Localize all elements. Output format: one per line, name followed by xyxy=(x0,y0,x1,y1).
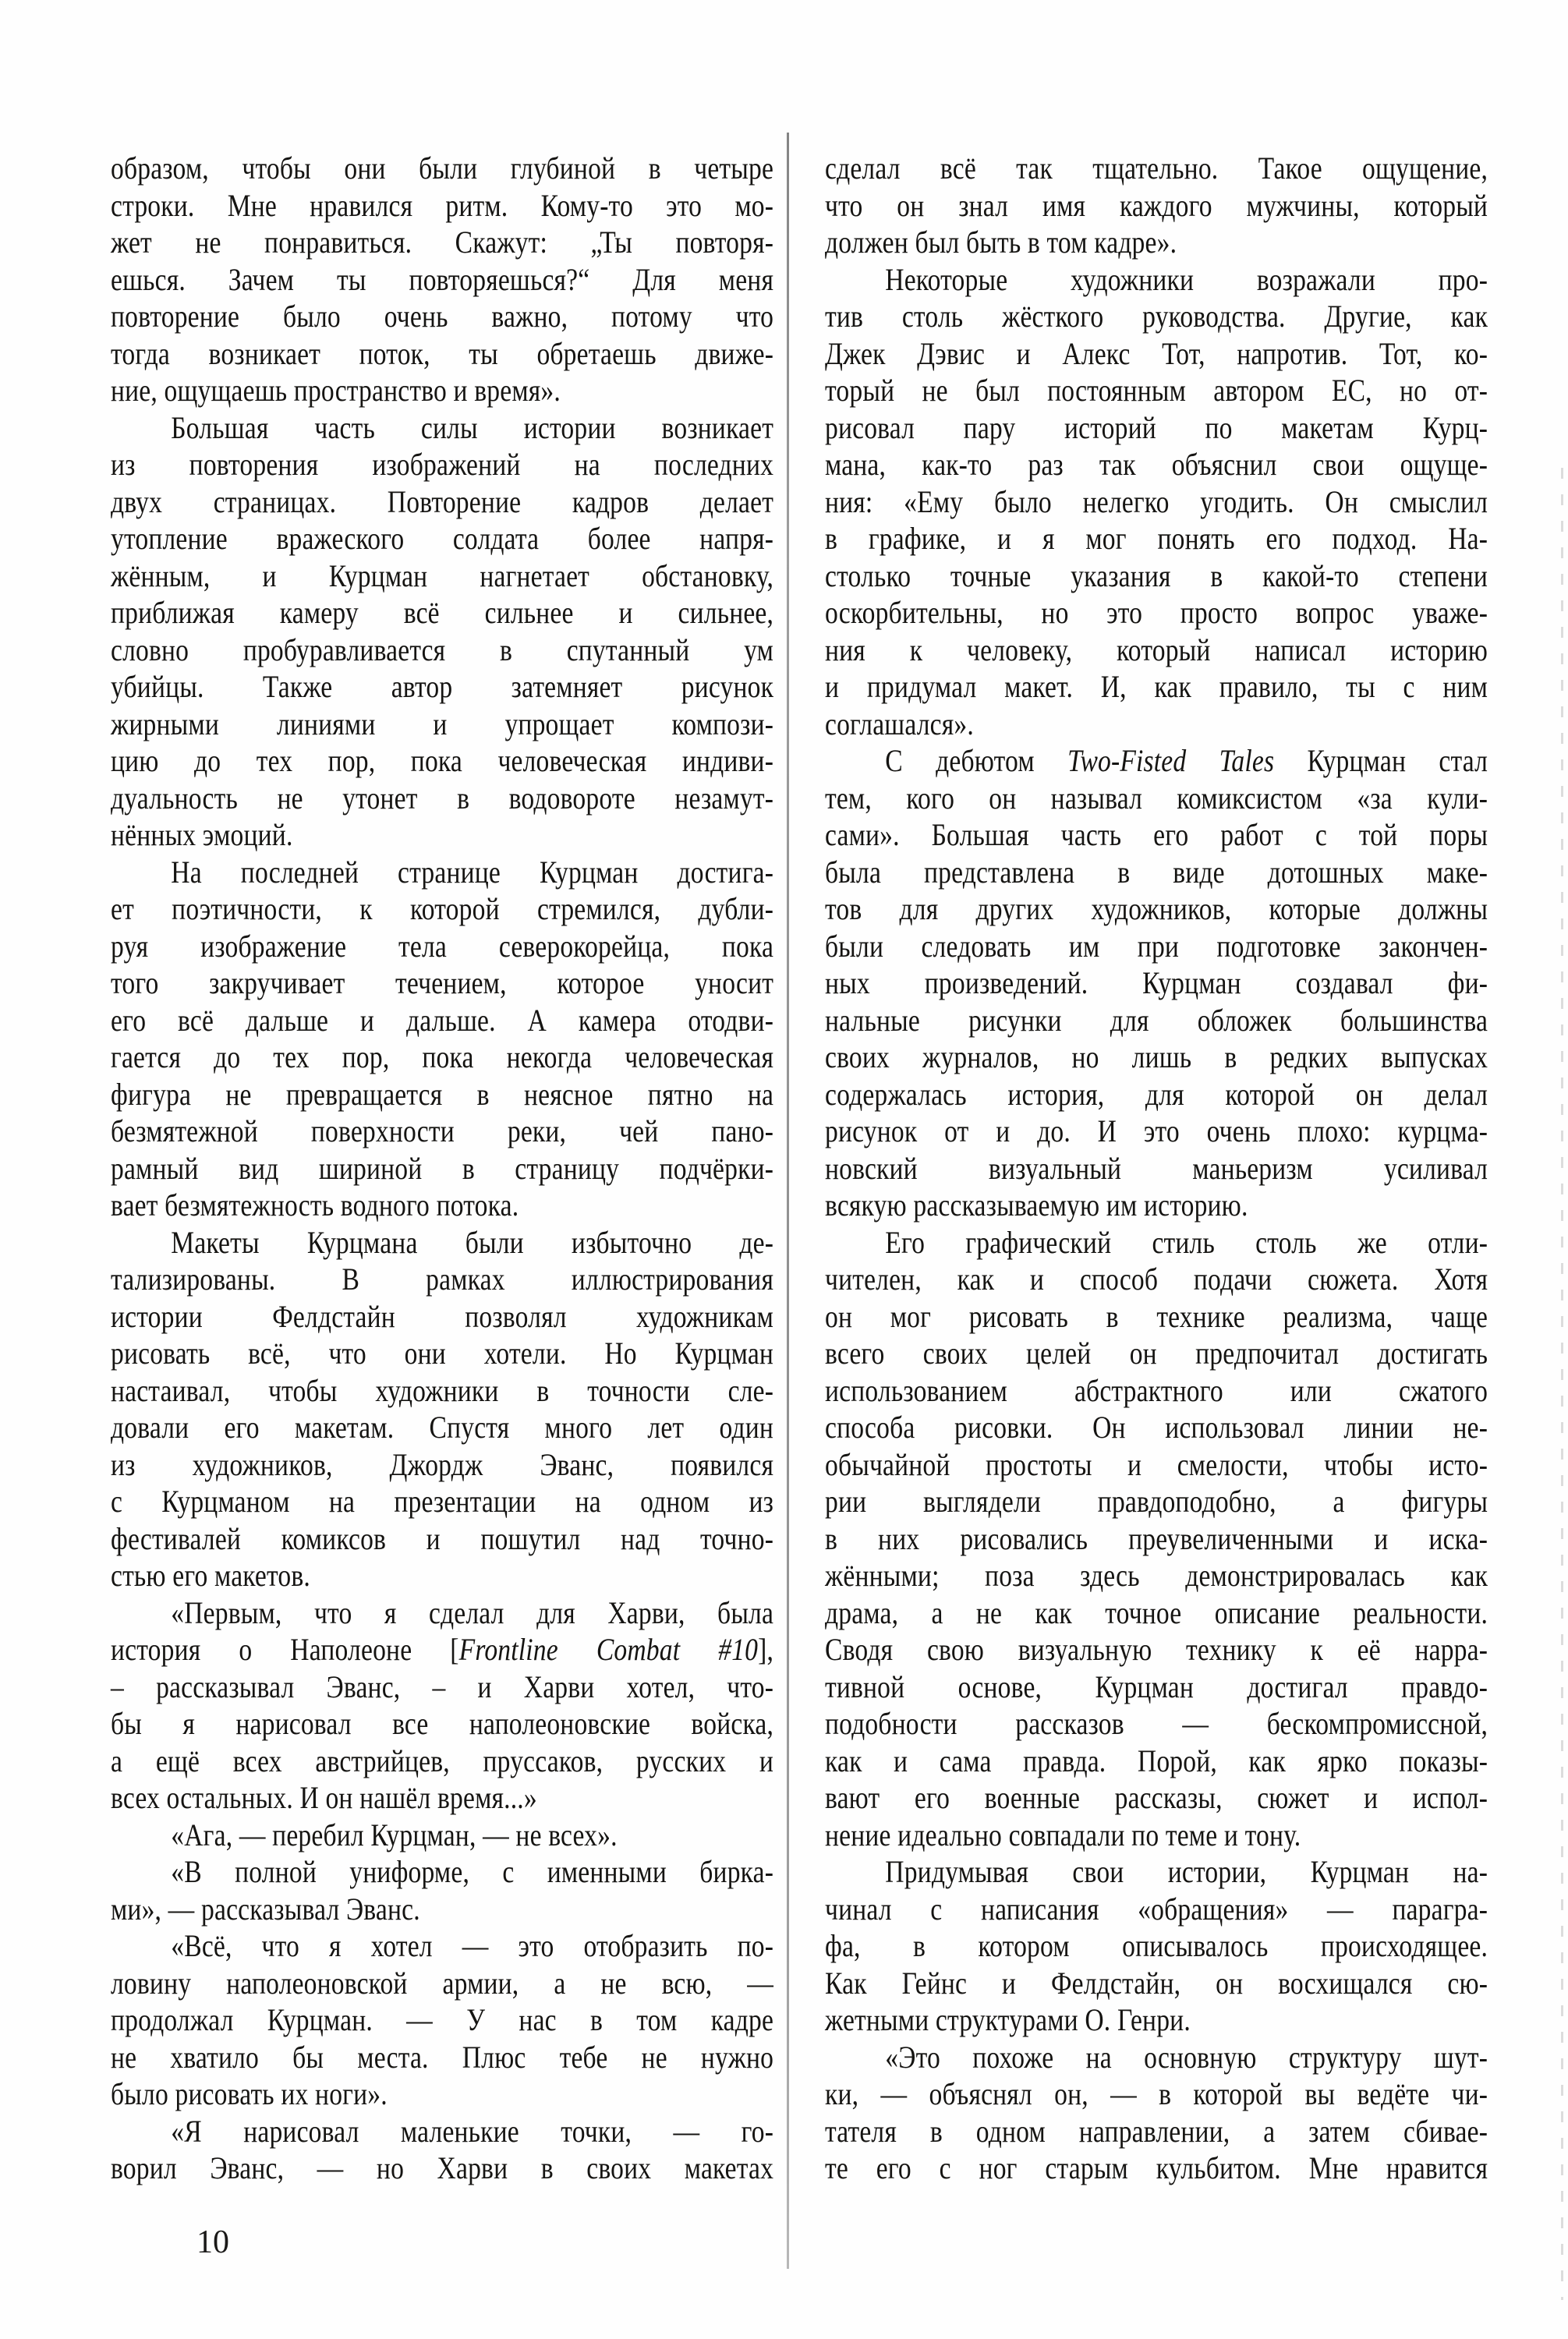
text-line: Его графический стиль столь же отли- xyxy=(885,1224,1488,1260)
text-line: из повторения изображений на последних xyxy=(111,447,774,482)
text-line: нальные рисунки для обложек большинства xyxy=(825,1002,1488,1038)
text-line: того закручивает течением, которое уносит xyxy=(111,965,774,1000)
text-line: настаивал, чтобы художники в точности сле- xyxy=(111,1372,774,1408)
text-line: «Первым, что я сделал для Харви, была xyxy=(171,1594,774,1630)
text-line: в графике, и я мог понять его подход. На- xyxy=(825,521,1488,556)
text-line: двух страницах. Повторение кадров делает xyxy=(111,483,774,519)
text-line: «Всё, что я хотел — это отобразить по- xyxy=(171,1928,774,1963)
text-line: нённых эмоций. xyxy=(111,817,293,852)
text-line: была представлена в виде дотошных маке- xyxy=(825,854,1488,890)
text-line: вает безмятежность водного потока. xyxy=(111,1187,519,1223)
text-column-right xyxy=(825,150,1568,2187)
text-line: гается до тех пор, пока некогда человеческая xyxy=(111,1039,774,1074)
text-line: ловину наполеоновской армии, а не всю, — xyxy=(111,1965,774,2001)
text-line: фа, в котором описывалось происходящее. xyxy=(825,1928,1488,1963)
text-line: ми», — рассказывал Эванс. xyxy=(111,1891,420,1927)
text-line: должен был быть в том кадре». xyxy=(825,225,1177,260)
text-line: а ещё всех австрийцев, пруссаков, русских и xyxy=(111,1743,774,1778)
text-line: новский визуальный маньеризм усиливал xyxy=(825,1150,1488,1186)
text-line: торый не был постоянным автором ЕС, но от- xyxy=(825,373,1488,408)
text-line: рисовал пару историй по макетам Курц- xyxy=(825,409,1488,445)
text-line: Макеты Курцмана были избыточно де- xyxy=(171,1224,774,1260)
text-line: тогда возникает поток, ты обретаешь движе- xyxy=(111,335,774,371)
text-line: образом, чтобы они были глубиной в четыре xyxy=(111,150,774,186)
text-line: «Я нарисовал маленькие точки, — го- xyxy=(171,2113,774,2149)
text-line: ния к человеку, который написал историю xyxy=(825,632,1488,667)
text-line: – рассказывал Эванс, – и Харви хотел, что- xyxy=(111,1668,774,1704)
text-line: Некоторые художники возражали про- xyxy=(885,261,1488,297)
text-line: драма, а не как точное описание реальности. xyxy=(825,1594,1488,1630)
text-line: из художников, Джордж Эванс, появился xyxy=(111,1446,774,1482)
text-line: содержалась история, для которой он делал xyxy=(825,1076,1488,1112)
text-line: тив столь жёсткого руководства. Другие, как xyxy=(825,299,1488,334)
text-line: повторение было очень важно, потому что xyxy=(111,299,774,334)
text-line: соглашался». xyxy=(825,706,974,741)
text-line: всех остальных. И он нашёл время...» xyxy=(111,1780,537,1815)
scan-artifact-right-edge xyxy=(1561,468,1563,2300)
text-line: его всё дальше и дальше. А камера отодви- xyxy=(111,1002,774,1038)
text-line: ние, ощущаешь пространство и время». xyxy=(111,373,561,408)
text-line: безмятежной поверхности реки, чей пано- xyxy=(111,1113,774,1148)
text-line: рии выглядели правдоподобно, а фигуры xyxy=(825,1484,1488,1519)
text-line: те его с ног старым кульбитом. Мне нравится xyxy=(825,2150,1488,2185)
text-line: ворил Эванс, — но Харви в своих макетах xyxy=(111,2150,774,2185)
page-number: 10 xyxy=(196,2224,229,2260)
text-column-left xyxy=(111,150,900,2187)
text-line: тем, кого он называл комиксистом «за кули- xyxy=(825,780,1488,816)
text-line: Большая часть силы истории возникает xyxy=(171,409,774,445)
text-line: были следовать им при подготовке закончен- xyxy=(825,928,1488,964)
text-line: чителен, как и способ подачи сюжета. Хотя xyxy=(825,1262,1488,1297)
text-line: оскорбительны, но это просто вопрос уваже- xyxy=(825,595,1488,630)
text-line: довали его макетам. Спустя много лет один xyxy=(111,1410,774,1445)
text-line: жет не понравиться. Скажут: „Ты повторя- xyxy=(111,225,774,260)
text-line: словно пробуравливается в спутанный ум xyxy=(111,632,774,667)
text-line: было рисовать их ноги». xyxy=(111,2076,388,2111)
text-line: с Курцманом на презентации на одном из xyxy=(111,1484,774,1519)
text-line: «В полной униформе, с именными бирка- xyxy=(171,1854,774,1889)
text-line: «Это похоже на основную структуру шут- xyxy=(885,2039,1488,2075)
text-line: фигура не превращается в неясное пятно на xyxy=(111,1076,774,1112)
text-line: жетными структурами О. Генри. xyxy=(825,2002,1191,2037)
text-line: чинал с написания «обращения» — парагра- xyxy=(825,1891,1488,1927)
text-line: приближая камеру всё сильнее и сильнее, xyxy=(111,595,774,630)
text-line: нение идеально совпадали по теме и тону. xyxy=(825,1817,1301,1852)
text-line: ных произведений. Курцман создавал фи- xyxy=(825,965,1488,1000)
text-line: не хватило бы места. Плюс тебе не нужно xyxy=(111,2039,774,2075)
text-line: как и сама правда. Порой, как ярко показы- xyxy=(825,1743,1488,1778)
text-line: в них рисовались преувеличенными и иска- xyxy=(825,1520,1488,1556)
text-line: и придумал макет. И, как правило, ты с ним xyxy=(825,669,1488,704)
text-line: убийцы. Также автор затемняет рисунок xyxy=(111,669,774,704)
text-line: использованием абстрактного или сжатого xyxy=(825,1372,1488,1408)
text-line: Джек Дэвис и Алекс Тот, напротив. Тот, ко- xyxy=(825,335,1488,371)
text-line: Придумывая свои истории, Курцман на- xyxy=(885,1854,1488,1889)
text-line: тателя в одном направлении, а затем сбивае- xyxy=(825,2113,1488,2149)
text-line: Как Гейнс и Фелдстайн, он восхищался сю- xyxy=(825,1965,1488,2001)
text-line: вают его военные рассказы, сюжет и испол- xyxy=(825,1780,1488,1815)
text-line: рамный вид шириной в страницу подчёрки- xyxy=(111,1150,774,1186)
text-line: своих журналов, но лишь в редких выпусках xyxy=(825,1039,1488,1074)
text-line: тов для других художников, которые должны xyxy=(825,891,1488,926)
text-line: сами». Большая часть его работ с той поры xyxy=(825,817,1488,852)
text-line: бы я нарисовал все наполеоновские войска, xyxy=(111,1706,774,1741)
text-line: ешься. Зачем ты повторяешься?“ Для меня xyxy=(111,261,774,297)
text-line: ет поэтичности, к которой стремился, дубли- xyxy=(111,891,774,926)
text-line: способа рисовки. Он использовал линии не- xyxy=(825,1410,1488,1445)
text-line: На последней странице Курцман достига- xyxy=(171,854,774,890)
text-line: мана, как-то раз так объяснил свои ощуще- xyxy=(825,447,1488,482)
text-line: ки, — объяснял он, — в которой вы ведёте чи- xyxy=(825,2076,1488,2111)
text-line: стью его макетов. xyxy=(111,1558,310,1593)
text-line: С дебютом Two-Fisted Tales Курцман стал xyxy=(885,743,1488,778)
text-line: рисунок от и до. И это очень плохо: курцма- xyxy=(825,1113,1488,1148)
text-line: фестивалей комиксов и пошутил над точно- xyxy=(111,1520,774,1556)
text-line: столько точные указания в какой-то степени xyxy=(825,557,1488,593)
text-line: ния: «Ему было нелегко угодить. Он смыслил xyxy=(825,483,1488,519)
text-line: жённым, и Курцман нагнетает обстановку, xyxy=(111,557,774,593)
text-line: руя изображение тела северокорейца, пока xyxy=(111,928,774,964)
column-divider-line xyxy=(787,133,789,2269)
text-line: тивной основе, Курцман достигал правдо- xyxy=(825,1668,1488,1704)
text-line: подобности рассказов — бескомпромиссной, xyxy=(825,1706,1488,1741)
text-line: строки. Мне нравился ритм. Кому-то это мо- xyxy=(111,187,774,223)
text-line: всего своих целей он предпочитал достигать xyxy=(825,1336,1488,1371)
text-line: утопление вражеского солдата более напря- xyxy=(111,521,774,556)
text-line: обычайной простоты и смелости, чтобы исто- xyxy=(825,1446,1488,1482)
text-line: жёнными; поза здесь демонстрировалась как xyxy=(825,1558,1488,1593)
text-line: тализированы. В рамках иллюстрирования xyxy=(111,1262,774,1297)
text-line: он мог рисовать в технике реализма, чаще xyxy=(825,1298,1488,1334)
text-line: дуальность не утонет в водовороте незамут- xyxy=(111,780,774,816)
text-line: цию до тех пор, пока человеческая индиви- xyxy=(111,743,774,778)
text-line: сделал всё так тщательно. Такое ощущение, xyxy=(825,150,1488,186)
text-line: истории Фелдстайн позволял художникам xyxy=(111,1298,774,1334)
text-line: Сводя свою визуальную технику к её нарра- xyxy=(825,1632,1488,1667)
text-line: что он знал имя каждого мужчины, который xyxy=(825,187,1488,223)
text-line: «Ага, — перебил Курцман, — не всех». xyxy=(171,1817,618,1852)
text-line: всякую рассказываемую им историю. xyxy=(825,1187,1248,1223)
text-line: история о Наполеоне [Frontline Combat #10], xyxy=(111,1632,774,1667)
text-line: рисовать всё, что они хотели. Но Курцман xyxy=(111,1336,774,1371)
text-line: продолжал Курцман. — У нас в том кадре xyxy=(111,2002,774,2037)
text-line: жирными линиями и упрощает компози- xyxy=(111,706,774,741)
